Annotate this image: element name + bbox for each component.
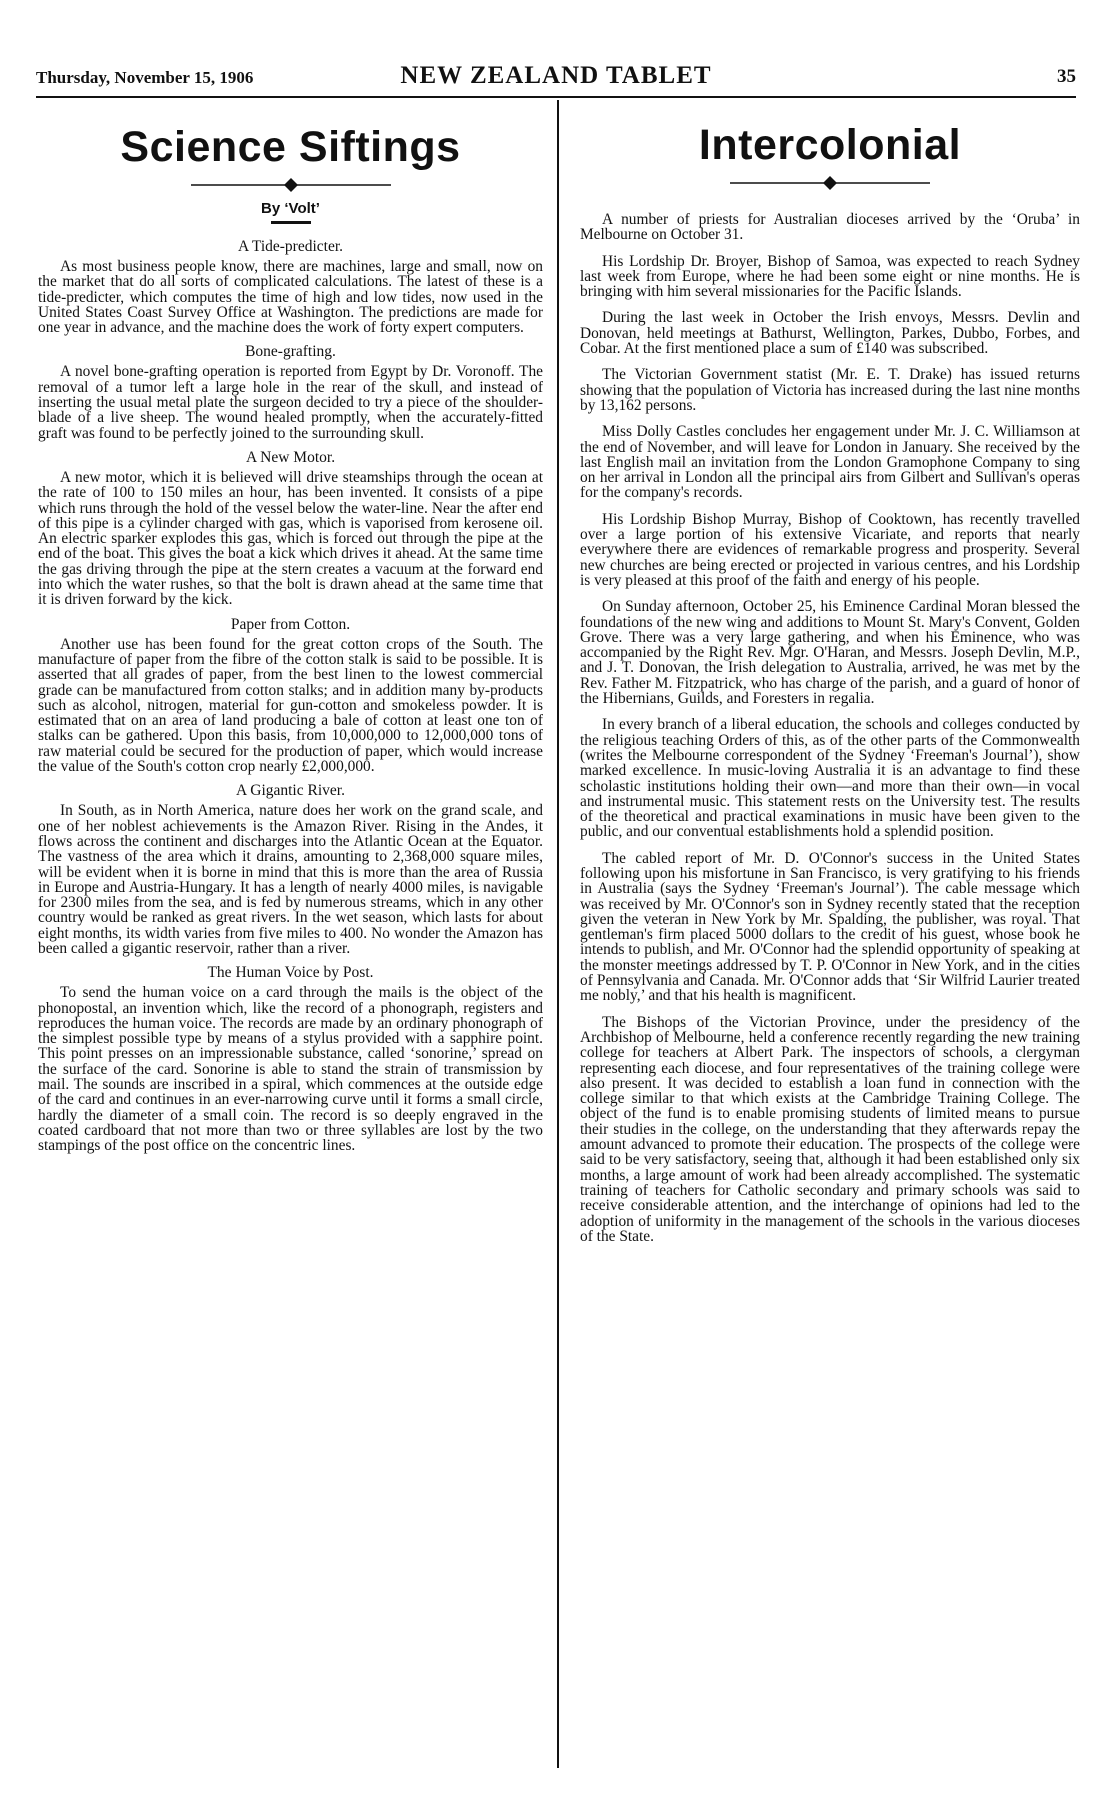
article-paragraph: A new motor, which it is believed will drive steamships through the ocean at the rate of 100 to 150 miles an hour, has been invented. It consists of a pipe which runs through the hold of the vessel below the water-line. Near the after end of this pipe is a cylinder charged with gas, which is vaporised from kerosene oil. An electric sparker explodes this gas, which is forced out through the pipe at the end of the boat. This gives the boat a kick which drives it ahead. At the same time the gas driving through the pipe at the stern creates a vacuum at the forward end into which the water rushes, so that the bolt is drawn ahead at the same time that it is driven forward by the kick.: [38, 468, 543, 609]
section-heading: A New Motor.: [245, 448, 336, 466]
header-date: Thursday, November 15, 1906: [36, 68, 254, 87]
news-paragraph: A number of priests for Australian dioceses arrived by the ‘Oruba’ in Melbourne on October 31.: [580, 211, 1080, 244]
section-heading: Bone-grafting.: [245, 343, 336, 361]
column-title: Science Siftings: [120, 123, 461, 171]
article-paragraph: In South, as in North America, nature does her work on the grand scale, and one of her noblest achievements is the Amazon River. Rising in the Andes, it flows across the continent and discharges into the Atlantic Ocean at the Equator. The vastness of the area which it drains, amounting to 2,368,000 square miles, will be evident when it is borne in mind that this is more than the area of Russia in Europe and Austria-Hungary. It has a length of nearly 4000 miles, is navigable for 2300 miles from the sea, and is fed by numerous streams, which in any other country would be ranked as great rivers. In the wet season, which lasts for about eight months, its width varies from five miles to 400. No wonder the Amazon has been called a gigantic reservoir, rather than a river.: [38, 802, 543, 957]
section-heading: A Tide-predicter.: [237, 238, 344, 255]
article-paragraph: Another use has been found for the great cotton crops of the South. The manufacture of paper from the fibre of the cotton stalk is said to be possible. It is asserted that all grades of paper, from the best linen to the lowest commercial grade can be manufactured from cotton stalks; and in addition many by-products such as alcohol, nitrogen, material for gun-cotton and smokeless powder. It is estimated that on an area of land producing a bale of cotton at least one ton of stalks can be gathered. Upon this basis, from 10,000,000 to 12,000,000 tons of raw material could be secured for the production of paper, which would increase the value of the South's cotton crop nearly £2,000,000.: [38, 635, 543, 776]
page-number: 35: [1057, 66, 1076, 87]
byline: By ‘Volt’: [261, 200, 320, 217]
news-paragraph: His Lordship Bishop Murray, Bishop of Cooktown, has recently travelled over a large portion of his extensive Vicariate, and reports that nearly everywhere there are evidences of remarkable progress and prosperity. Several new churches are being erected or projected in various centres, and his Lordship is very pleased at this proof of the faith and energy of his people.: [580, 510, 1080, 589]
news-paragraph: His Lordship Dr. Broyer, Bishop of Samoa, was expected to reach Sydney last week from Europe, where he had been some eight or nine months. He is bringing with him several missionaries for the Pacific Islands.: [580, 252, 1080, 301]
intercolonial-column: [580, 110, 1080, 1255]
column-title: Intercolonial: [698, 121, 962, 169]
section-heading: Paper from Cotton.: [230, 615, 351, 633]
publication-title: NEW ZEALAND TABLET: [400, 62, 712, 89]
news-paragraph: The Bishops of the Victorian Province, under the presidency of the Archbishop of Melbourne, held a conference recently regarding the new training college for teachers at Albert Park. The inspectors of schools, a clergyman representing each diocese, and four representatives of the training college were also present. It was decided to establish a loan fund in connection with the college similar to that which exists at the Cambridge Training College. The object of the fund is to enable promising students of limited means to pursue their studies in the college, on the understanding that they afterwards repay the amount advanced to promote their education. The prospects of the college were said to be very satisfactory, seeing that, although it had been established only six months, a large amount of work had been already accomplished. The systematic training of teachers for Catholic secondary and primary schools was said to receive considerable attention, and the interchange of opinions had led to the adoption of uniformity in the management of the schools in the various dioceses of the State.: [580, 1013, 1080, 1245]
article-paragraph: A novel bone-grafting operation is reported from Egypt by Dr. Voronoff. The removal of a tumor left a large hole in the rear of the skull, and instead of inserting the usual metal plate the surgeon decided to try a piece of the shoulder-blade of a live sheep. The wound healed promptly, when the accurately-fitted graft was found to be perfectly joined to the surrounding skull.: [38, 363, 543, 442]
article-paragraph: To send the human voice on a card through the mails is the object of the phonopostal, an invention which, like the record of a phonograph, registers and reproduces the human voice. The records are made by an ordinary phonograph of the simplest possible type by means of a stylus provided with a sapphire point. This point presses on an impressionable substance, called ‘sonorine,’ spread on the surface of the card. Sonorine is able to stand the strain of transmission by mail. The sounds are inscribed in a spiral, which commences at the outside edge of the card and continues in an ever-narrowing curve until it forms a small circle, hardly the diameter of a small coin. The record is so deeply engraved in the coated cardboard that not more than two or three syllables are lost by the two stampings of the post office on the concentric lines.: [38, 984, 543, 1155]
science-siftings-column: [38, 110, 543, 1161]
ornament-rule-icon: [191, 178, 391, 192]
page-header: [36, 62, 1076, 92]
header-rule: [36, 96, 1076, 98]
news-paragraph: In every branch of a liberal education, the schools and colleges conducted by the religious teaching Orders of this, as of the other parts of the Commonwealth (writes the Melbourne correspondent of the Sydney ‘Freeman's Journal’), show marked excellence. In music-loving Australia it is an advantage to find these scholastic institutions holding their own—and more than their own—in vocal and instrumental music. This statement rests on the University test. The results of the theoretical and practical examinations in music have been given to the public, and our conventual establishments hold a splendid position.: [580, 716, 1080, 841]
section-heading: The Human Voice by Post.: [207, 964, 374, 982]
news-paragraph: The Victorian Government statist (Mr. E. T. Drake) has issued returns showing that the population of Victoria has increased during the last nine months by 13,162 persons.: [580, 366, 1080, 414]
news-paragraph: On Sunday afternoon, October 25, his Eminence Cardinal Moran blessed the foundations of the new wing and additions to Mount St. Mary's Convent, Golden Grove. There was a very large gathering, and when his Eminence, who was accompanied by the Right Rev. Mgr. O'Haran, and Messrs. Joseph Devlin, M.P., and J. T. Donovan, the Irish delegation to Australia, arrived, he was met by the Rev. Father M. Fitzpatrick, who has charge of the parish, and a guard of honor of the Hibernians, Guilds, and Foresters in regalia.: [580, 598, 1080, 708]
column-divider: [557, 100, 559, 1768]
news-paragraph: The cabled report of Mr. D. O'Connor's success in the United States following upon his misfortune in San Francisco, is very gratifying to his friends in Australia (says the Sydney ‘Freeman's Journal’). The cable message which was received by Mr. O'Connor's son in Sydney recently stated that the reception given the veteran in New York by Mr. Spalding, the publisher, was royal. That gentleman's firm placed 5000 dollars to the credit of his guest, whose book he intends to publish, and Mr. O'Connor had the splendid opportunity of speaking at the monster meetings addressed by T. P. O'Connor in New York, and in the cities of Pennsylvania and Canada. Mr. O'Connor adds that ‘Sir Wilfrid Laurier treated me nobly,’ and that his health is magnificent.: [580, 849, 1080, 1005]
section-heading: A Gigantic River.: [236, 782, 345, 800]
ornament-rule-icon: [730, 176, 930, 190]
article-paragraph: As most business people know, there are machines, large and small, now on the market that do all sorts of complicated calculations. The latest of these is a tide-predicter, which computes the time of high and low tides, now used in the United States Coast Survey Office at Washington. The predictions are made for one year in advance, and the machine does the work of forty expert computers.: [38, 258, 543, 337]
news-paragraph: During the last week in October the Irish envoys, Messrs. Devlin and Donovan, held meetings at Bathurst, Wellington, Parkes, Dubbo, Forbes, and Cobar. At the first mentioned place a sum of £140 was subscribed.: [580, 309, 1080, 358]
news-paragraph: Miss Dolly Castles concludes her engagement under Mr. J. C. Williamson at the end of November, and will leave for London in January. She received by the last English mail an invitation from the London Gramophone Company to sing on her arrival in London all the principal airs from Gilbert and Sullivan's operas for the company's records.: [580, 423, 1080, 502]
byline-rule: [271, 221, 311, 224]
